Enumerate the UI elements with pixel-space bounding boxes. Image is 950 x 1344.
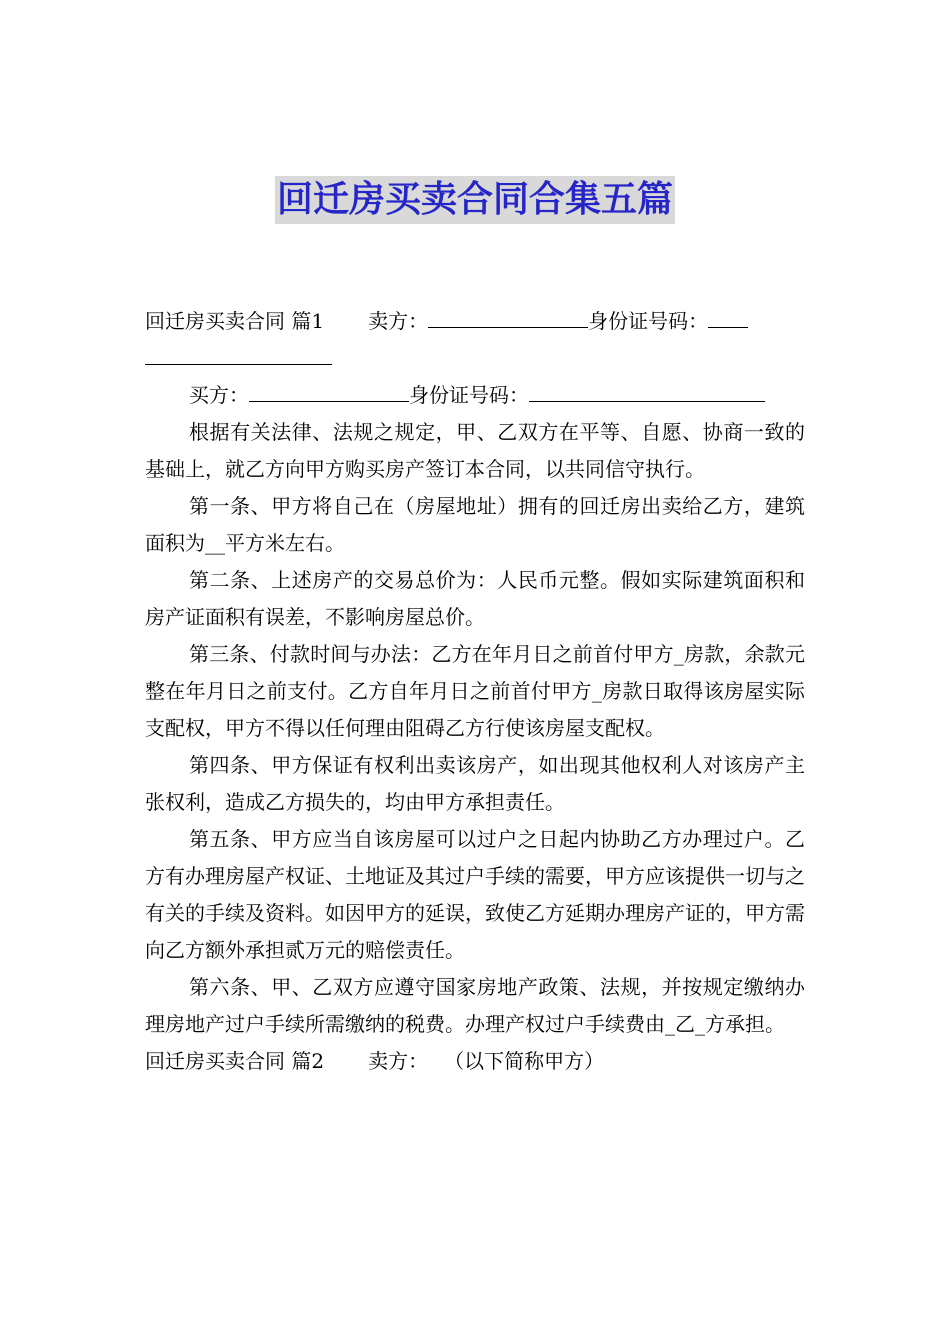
seller-note: （以下简称甲方） [444,1049,605,1073]
document-body [145,303,805,1080]
paragraph-article-5: 第五条、甲方应当自该房屋可以过户之日起内协助乙方办理过户。乙方有办理房屋产权证、土地证及其过户手续的需要，甲方应该提供一切与之有关的手续及资料。如因甲方的延误，致使乙方延期办理房产证的，甲方需向乙方额外承担贰万元的赔偿责任。 [145,827,805,962]
seller-label: 卖方： [368,309,429,333]
seller-id-blank-2 [145,342,332,365]
seller-id-blank [708,305,748,328]
buyer-line [145,377,805,414]
seller-id-blank-continued [145,340,805,377]
heading-contract-2 [145,1043,805,1080]
contract-2-label: 回迁房买卖合同 篇2 [145,1049,325,1073]
buyer-id-label: 身份证号码： [409,383,529,407]
seller-label-2: 卖方： [368,1049,429,1073]
paragraph-article-6: 第六条、甲、乙双方应遵守国家房地产政策、法规，并按规定缴纳办理房地产过户手续所需缴纳的税费。办理产权过户手续费由_乙_方承担。 [145,975,805,1036]
buyer-id-blank [529,379,765,402]
paragraph-article-4: 第四条、甲方保证有权利出卖该房产，如出现其他权利人对该房产主张权利，造成乙方损失的，均由甲方承担责任。 [145,753,805,814]
seller-id-label: 身份证号码： [588,309,709,333]
buyer-blank [249,379,409,402]
paragraph-preamble: 根据有关法律、法规之规定，甲、乙双方在平等、自愿、协商一致的基础上，就乙方向甲方购买房产签订本合同，以共同信守执行。 [145,420,805,481]
seller-blank [428,305,588,328]
paragraph-article-2: 第二条、上述房产的交易总价为：人民币元整。假如实际建筑面积和房产证面积有误差，不影响房屋总价。 [145,568,805,629]
title-container [0,176,950,224]
contract-1-label: 回迁房买卖合同 篇1 [145,309,325,333]
paragraph-article-1: 第一条、甲方将自己在（房屋地址）拥有的回迁房出卖给乙方，建筑面积为__平方米左右。 [145,494,805,555]
buyer-label: 买方： [189,383,249,407]
document-title: 回迁房买卖合同合集五篇 [275,176,675,224]
heading-contract-1 [145,303,805,340]
paragraph-article-3: 第三条、付款时间与办法：乙方在年月日之前首付甲方_房款，余款元整在年月日之前支付。乙方自年月日之前首付甲方_房款日取得该房屋实际支配权，甲方不得以任何理由阻碍乙方行使该房屋支配权。 [145,642,805,740]
